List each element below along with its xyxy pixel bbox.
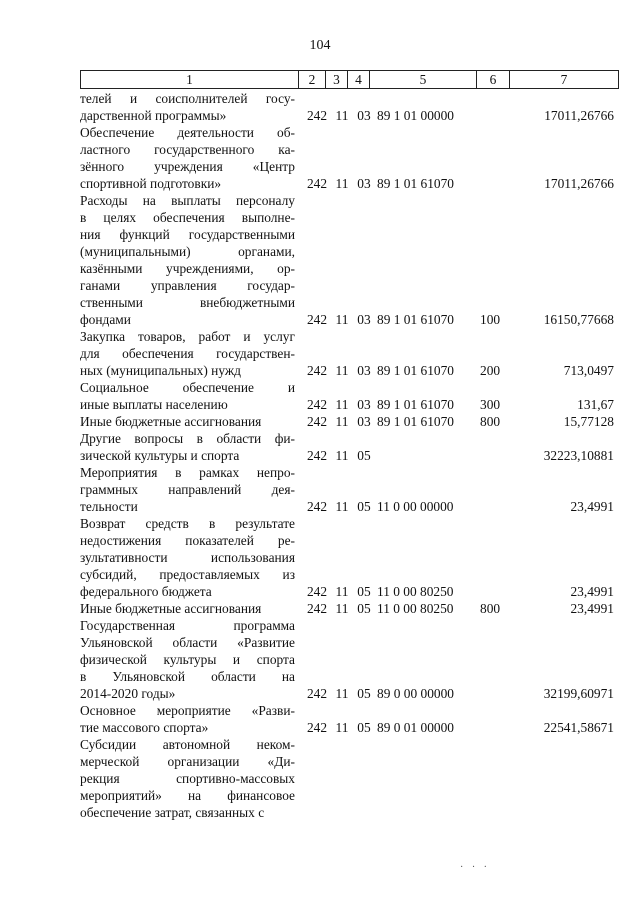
header-col-7: 7 bbox=[509, 71, 618, 88]
description-line: 2014-2020 годы» bbox=[80, 686, 176, 701]
description-line: фондами bbox=[80, 312, 131, 327]
table-row bbox=[80, 328, 619, 379]
description-line: казёнными учреждениями, ор- bbox=[80, 261, 295, 276]
description-line: в Ульяновской области на bbox=[80, 669, 295, 684]
section-code: 11 bbox=[335, 601, 349, 616]
description-line: Ульяновской области «Развитие bbox=[80, 635, 295, 650]
ministry-code: 242 bbox=[306, 584, 328, 599]
target-article-code: 89 1 01 61070 bbox=[377, 397, 454, 412]
description-line: Основное мероприятие «Разви- bbox=[80, 703, 295, 718]
table-header bbox=[80, 70, 619, 89]
table-row bbox=[80, 379, 619, 413]
description-line: федерального бюджета bbox=[80, 584, 212, 599]
section-code: 11 bbox=[335, 448, 349, 463]
expense-type-code: 300 bbox=[480, 397, 501, 412]
ministry-code: 242 bbox=[306, 499, 328, 514]
ministry-code: 242 bbox=[306, 397, 328, 412]
ministry-code: 242 bbox=[306, 686, 328, 701]
amount: 22541,58671 bbox=[543, 720, 614, 735]
subsection-code: 03 bbox=[357, 397, 371, 412]
subsection-code: 03 bbox=[357, 414, 371, 429]
section-code: 11 bbox=[335, 499, 349, 514]
amount: 17011,26766 bbox=[544, 176, 614, 191]
amount: 15,77128 bbox=[563, 414, 614, 429]
table-row bbox=[80, 600, 619, 617]
amount: 16150,77668 bbox=[543, 312, 614, 327]
amount: 23,4991 bbox=[570, 601, 614, 616]
section-code: 11 bbox=[335, 397, 349, 412]
subsection-code: 03 bbox=[357, 176, 371, 191]
description-line: Расходы на выплаты персоналу bbox=[80, 193, 295, 208]
row-description bbox=[80, 702, 295, 736]
description-line: рекция спортивно-массовых bbox=[80, 771, 295, 786]
ministry-code: 242 bbox=[306, 414, 328, 429]
header-col-5: 5 bbox=[369, 71, 476, 88]
description-line: ганами управления государ- bbox=[80, 278, 295, 293]
ministry-code: 242 bbox=[306, 448, 328, 463]
ministry-code: 242 bbox=[306, 363, 328, 378]
description-line: тие массового спорта» bbox=[80, 720, 209, 735]
row-description bbox=[80, 124, 295, 192]
target-article-code: 89 1 01 61070 bbox=[377, 176, 454, 191]
table-row bbox=[80, 124, 619, 192]
subsection-code: 05 bbox=[357, 584, 371, 599]
description-line: ния функций государственными bbox=[80, 227, 295, 242]
description-line: Государственная программа bbox=[80, 618, 295, 633]
subsection-code: 03 bbox=[357, 312, 371, 327]
row-description bbox=[80, 328, 295, 379]
expense-type-code: 800 bbox=[480, 414, 501, 429]
subsection-code: 05 bbox=[357, 686, 371, 701]
description-line: Иные бюджетные ассигнования bbox=[80, 601, 262, 616]
section-code: 11 bbox=[335, 176, 349, 191]
page-number: 104 bbox=[309, 38, 331, 53]
table-row bbox=[80, 736, 619, 821]
header-col-2: 2 bbox=[298, 71, 325, 88]
ministry-code: 242 bbox=[306, 312, 328, 327]
ministry-code: 242 bbox=[306, 176, 328, 191]
description-line: ластного государственного ка- bbox=[80, 142, 295, 157]
expense-type-code: 100 bbox=[480, 312, 501, 327]
amount: 32199,60971 bbox=[543, 686, 614, 701]
table-row bbox=[80, 413, 619, 430]
description-line: мерческой организации «Ди- bbox=[80, 754, 295, 769]
section-code: 11 bbox=[335, 363, 349, 378]
ministry-code: 242 bbox=[306, 720, 328, 735]
section-code: 11 bbox=[335, 720, 349, 735]
section-code: 11 bbox=[335, 108, 349, 123]
description-line: дарственной программы» bbox=[80, 108, 227, 123]
amount: 17011,26766 bbox=[544, 108, 614, 123]
subsection-code: 05 bbox=[357, 448, 371, 463]
table-row bbox=[80, 617, 619, 702]
amount: 713,0497 bbox=[563, 363, 614, 378]
description-line: (муниципальными) органами, bbox=[80, 244, 295, 259]
header-col-6: 6 bbox=[476, 71, 509, 88]
description-line: зённого учреждения «Центр bbox=[80, 159, 295, 174]
amount: 23,4991 bbox=[570, 584, 614, 599]
description-line: недостижения показателей ре- bbox=[80, 533, 295, 548]
description-line: Социальное обеспечение и bbox=[80, 380, 295, 395]
row-description bbox=[80, 736, 295, 821]
row-description bbox=[80, 617, 295, 702]
ministry-code: 242 bbox=[306, 108, 328, 123]
expense-type-code: 800 bbox=[480, 601, 501, 616]
table-row bbox=[80, 464, 619, 515]
row-description bbox=[80, 600, 295, 617]
description-line: спортивной подготовки» bbox=[80, 176, 222, 191]
amount: 32223,10881 bbox=[543, 448, 614, 463]
target-article-code: 89 0 01 00000 bbox=[377, 720, 454, 735]
row-description bbox=[80, 515, 295, 600]
section-code: 11 bbox=[335, 584, 349, 599]
header-col-4: 4 bbox=[347, 71, 369, 88]
header-col-1: 1 bbox=[186, 72, 193, 87]
row-description bbox=[80, 464, 295, 515]
description-line: Другие вопросы в области фи- bbox=[80, 431, 295, 446]
subsection-code: 05 bbox=[357, 499, 371, 514]
row-description bbox=[80, 379, 295, 413]
amount: 131,67 bbox=[577, 397, 614, 412]
table-row bbox=[80, 90, 619, 124]
description-line: зической культуры и спорта bbox=[80, 448, 240, 463]
table-row bbox=[80, 702, 619, 736]
subsection-code: 03 bbox=[357, 363, 371, 378]
expense-type-code: 200 bbox=[480, 363, 501, 378]
description-line: обеспечение затрат, связанных с bbox=[80, 805, 265, 820]
row-description bbox=[80, 192, 295, 328]
amount: 23,4991 bbox=[570, 499, 614, 514]
description-line: телей и соисполнителей госу- bbox=[80, 91, 295, 106]
ministry-code: 242 bbox=[306, 601, 328, 616]
description-line: Возврат средств в результате bbox=[80, 516, 295, 531]
section-code: 11 bbox=[335, 414, 349, 429]
description-line: Обеспечение деятельности об- bbox=[80, 125, 295, 140]
target-article-code: 89 1 01 61070 bbox=[377, 414, 454, 429]
table-row bbox=[80, 430, 619, 464]
description-line: Закупка товаров, работ и услуг bbox=[80, 329, 295, 344]
target-article-code: 89 1 01 61070 bbox=[377, 312, 454, 327]
target-article-code: 89 0 00 00000 bbox=[377, 686, 454, 701]
description-line: для обеспечения государствен- bbox=[80, 346, 295, 361]
description-line: мероприятий» на финансовое bbox=[80, 788, 295, 803]
description-line: граммных направлений дея- bbox=[80, 482, 295, 497]
target-article-code: 11 0 00 00000 bbox=[377, 499, 454, 514]
subsection-code: 05 bbox=[357, 720, 371, 735]
description-line: физической культуры и спорта bbox=[80, 652, 295, 667]
table-body bbox=[80, 90, 619, 821]
row-description bbox=[80, 413, 295, 430]
description-line: Иные бюджетные ассигнования bbox=[80, 414, 262, 429]
table-row bbox=[80, 192, 619, 328]
description-line: иные выплаты населению bbox=[80, 397, 228, 412]
target-article-code: 89 1 01 00000 bbox=[377, 108, 454, 123]
row-description bbox=[80, 90, 295, 124]
description-line: ственными внебюджетными bbox=[80, 295, 295, 310]
subsection-code: 03 bbox=[357, 108, 371, 123]
target-article-code: 11 0 00 80250 bbox=[377, 584, 454, 599]
description-line: зультативности использования bbox=[80, 550, 295, 565]
target-article-code: 89 1 01 61070 bbox=[377, 363, 454, 378]
table-row bbox=[80, 515, 619, 600]
section-code: 11 bbox=[335, 312, 349, 327]
subsection-code: 05 bbox=[357, 601, 371, 616]
section-code: 11 bbox=[335, 686, 349, 701]
description-line: в целях обеспечения выполне- bbox=[80, 210, 295, 225]
header-col-3: 3 bbox=[325, 71, 347, 88]
scan-mark: · · · bbox=[460, 862, 490, 873]
description-line: ных (муниципальных) нужд bbox=[80, 363, 241, 378]
description-line: Субсидии автономной неком- bbox=[80, 737, 295, 752]
target-article-code: 11 0 00 80250 bbox=[377, 601, 454, 616]
description-line: субсидий, предоставляемых из bbox=[80, 567, 295, 582]
description-line: Мероприятия в рамках непро- bbox=[80, 465, 295, 480]
description-line: тельности bbox=[80, 499, 138, 514]
row-description bbox=[80, 430, 295, 464]
